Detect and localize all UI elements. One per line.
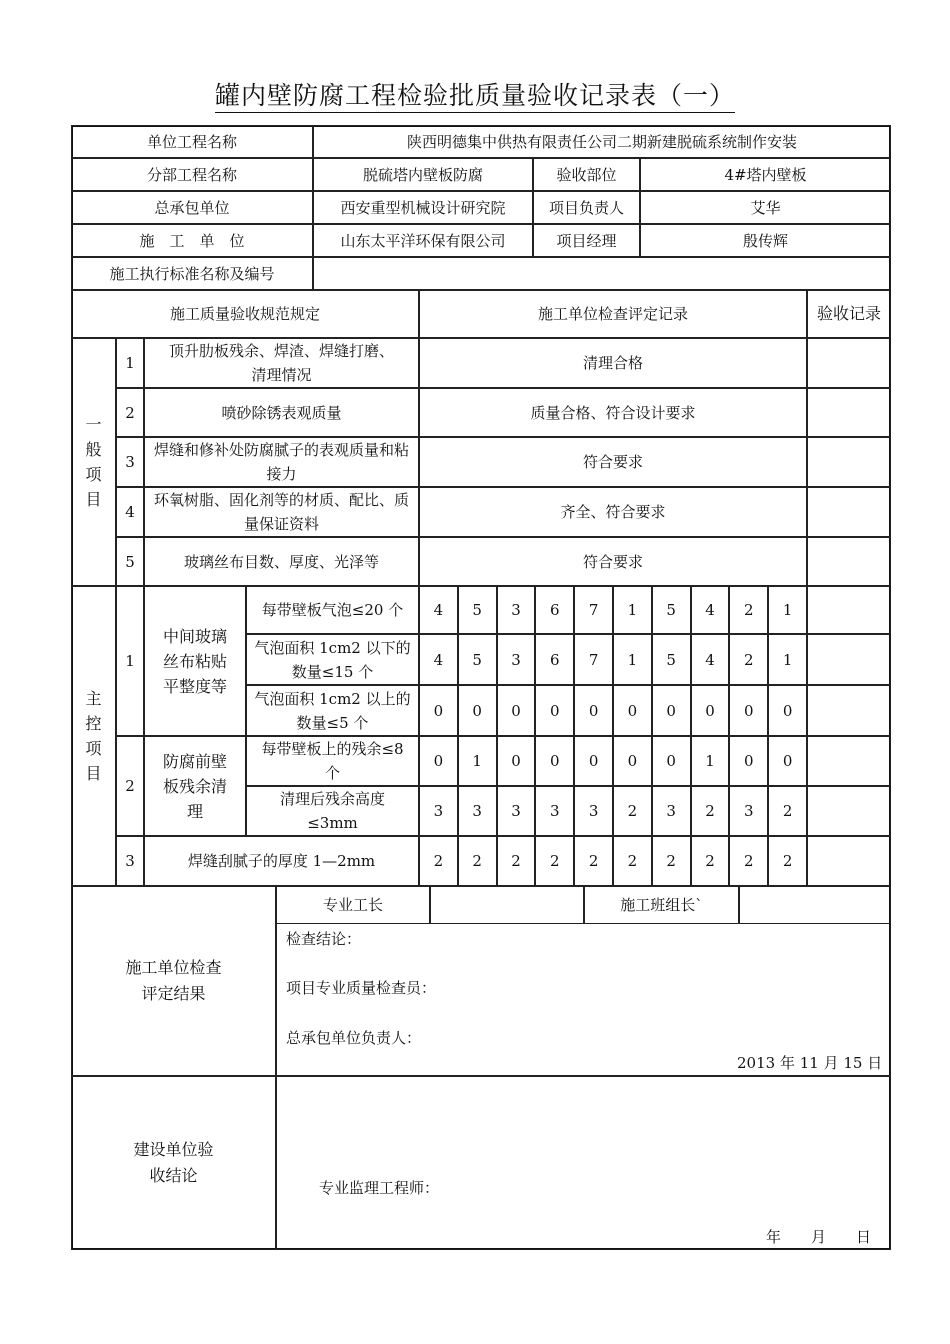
measurement-cell: 3: [652, 786, 691, 836]
main-item-no: 2: [116, 736, 144, 836]
measurement-cell: 5: [458, 634, 497, 685]
general-item-accept: [807, 537, 891, 586]
measurement-cell: 2: [497, 836, 536, 886]
general-item-accept: [807, 338, 891, 388]
measurement-cell: 0: [652, 685, 691, 736]
measurement-cell: 0: [729, 685, 768, 736]
general-item-result: 质量合格、符合设计要求: [419, 388, 807, 437]
group-char: 项: [85, 465, 102, 484]
measurement-cell: 1: [613, 634, 652, 685]
measurement-cell: 2: [652, 836, 691, 886]
measurement-cell: 2: [768, 786, 807, 836]
measurement-cell: 1: [768, 634, 807, 685]
measurement-cell: 3: [458, 786, 497, 836]
general-item-no: 2: [116, 388, 144, 437]
conclusion-label: 检查结论：: [286, 930, 362, 948]
measurement-cell: 2: [613, 836, 652, 886]
measurement-cell: 5: [652, 634, 691, 685]
measurement-cell: 0: [419, 685, 458, 736]
main-accept-cell: [807, 836, 891, 886]
measurement-cell: 3: [729, 786, 768, 836]
measurement-cell: 7: [574, 586, 613, 634]
inspector-label: 项目专业质量检查员：: [286, 979, 437, 997]
general-item-no: 4: [116, 487, 144, 537]
main-accept-cell: [807, 736, 891, 786]
sub-project-value: 脱硫塔内壁板防腐: [313, 158, 533, 191]
general-item-text: 环氧树脂、固化剂等的材质、配比、质量保证资料: [144, 487, 419, 537]
group-char: 项: [85, 739, 102, 758]
measurement-cell: 0: [652, 736, 691, 786]
measurement-cell: 0: [574, 736, 613, 786]
group-char: 般: [85, 440, 102, 459]
main-item-no: 1: [116, 586, 144, 736]
check-header: 施工单位检查评定记录: [419, 290, 807, 338]
measurement-cell: 0: [768, 685, 807, 736]
foreman-label: 专业工长: [276, 886, 430, 924]
measurement-cell: 2: [535, 836, 574, 886]
measurement-cell: 4: [691, 634, 730, 685]
measurement-cell: 4: [691, 586, 730, 634]
accept-part-value: 4#塔内壁板: [640, 158, 891, 191]
group-char: 一: [85, 415, 102, 434]
sub-row-label: 清理后残余高度≤3mm: [246, 786, 419, 836]
foreman-value: [430, 886, 584, 924]
measurement-cell: 0: [497, 685, 536, 736]
supervisor-label: 专业监理工程师：: [319, 1179, 440, 1197]
measurement-cell: 2: [729, 634, 768, 685]
accept-header: 验收记录: [807, 290, 891, 338]
main-item-name: 中间玻璃丝布粘贴平整度等: [144, 586, 246, 736]
group-char: 主: [85, 689, 102, 708]
main-accept-cell: [807, 634, 891, 685]
contractor-lead-label: 总承包单位负责人：: [286, 1029, 422, 1047]
general-item-text: 玻璃丝布目数、厚度、光泽等: [144, 537, 419, 586]
check-date: 2013 年 11 月 15 日: [737, 1054, 883, 1072]
general-item-result: 清理合格: [419, 338, 807, 388]
main-item-text: 焊缝刮腻子的厚度 1—2mm: [144, 836, 419, 886]
sub-project-label: 分部工程名称: [71, 158, 313, 191]
measurement-cell: 0: [497, 736, 536, 786]
measurement-cell: 5: [652, 586, 691, 634]
general-item-no: 1: [116, 338, 144, 388]
general-item-no: 3: [116, 437, 144, 487]
measurement-cell: 2: [729, 586, 768, 634]
measurement-cell: 2: [729, 836, 768, 886]
group-char: 目: [85, 490, 102, 509]
measurement-cell: 3: [535, 786, 574, 836]
general-item-accept: [807, 487, 891, 537]
measurement-cell: 0: [691, 685, 730, 736]
general-item-result: 齐全、符合要求: [419, 487, 807, 537]
measurement-cell: 1: [691, 736, 730, 786]
sub-row-label: 气泡面积 1cm2 以下的数量≤15 个: [246, 634, 419, 685]
unit-project-value: 陕西明德集中供热有限责任公司二期新建脱硫系统制作安装: [313, 125, 891, 158]
measurement-cell: 3: [574, 786, 613, 836]
unit-project-label: 单位工程名称: [71, 125, 313, 158]
measurement-cell: 2: [613, 786, 652, 836]
measurement-cell: 0: [535, 685, 574, 736]
measurement-cell: 7: [574, 634, 613, 685]
sub-row-label: 每带壁板气泡≤20 个: [246, 586, 419, 634]
measurement-cell: 2: [419, 836, 458, 886]
project-manager-label: 项目经理: [533, 224, 640, 257]
main-accept-cell: [807, 786, 891, 836]
project-manager-value: 殷传辉: [640, 224, 891, 257]
sub-row-label: 每带壁板上的残余≤8 个: [246, 736, 419, 786]
project-lead-label: 项目负责人: [533, 191, 640, 224]
measurement-cell: 1: [613, 586, 652, 634]
measurement-cell: 2: [458, 836, 497, 886]
measurement-cell: 6: [535, 586, 574, 634]
measurement-cell: 6: [535, 634, 574, 685]
main-item-name: 防腐前壁板残余清理: [144, 736, 246, 836]
measurement-cell: 0: [458, 685, 497, 736]
measurement-cell: 4: [419, 634, 458, 685]
general-items-group: [71, 338, 116, 586]
sub-row-label: 气泡面积 1cm2 以上的数量≤5 个: [246, 685, 419, 736]
measurement-cell: 3: [497, 586, 536, 634]
standard-label: 施工执行标准名称及编号: [71, 257, 313, 290]
spec-header: 施工质量验收规范规定: [71, 290, 419, 338]
group-char: 控: [85, 714, 102, 733]
check-result-label: 施工单位检查评定结果: [71, 886, 276, 1076]
measurement-cell: 0: [419, 736, 458, 786]
measurement-cell: 3: [497, 634, 536, 685]
general-item-text: 焊缝和修补处防腐腻子的表观质量和粘接力: [144, 437, 419, 487]
measurement-cell: 0: [535, 736, 574, 786]
measurement-cell: 0: [729, 736, 768, 786]
measurement-cell: 0: [613, 736, 652, 786]
acceptance-box: [276, 1076, 891, 1250]
measurement-cell: 3: [419, 786, 458, 836]
general-contractor-value: 西安重型机械设计研究院: [313, 191, 533, 224]
measurement-cell: 2: [574, 836, 613, 886]
main-items-group: [71, 586, 116, 886]
general-item-accept: [807, 388, 891, 437]
construction-unit-label: 施 工 单 位: [71, 224, 313, 257]
measurement-cell: 4: [419, 586, 458, 634]
general-item-text: 顶升肋板残余、焊渣、焊缝打磨、清理情况: [144, 338, 419, 388]
general-item-text: 喷砂除锈表观质量: [144, 388, 419, 437]
measurement-cell: 3: [497, 786, 536, 836]
measurement-cell: 2: [691, 786, 730, 836]
group-char: 目: [85, 764, 102, 783]
project-lead-value: 艾华: [640, 191, 891, 224]
page-title: 罐内壁防腐工程检验批质量验收记录表（一）: [0, 76, 950, 112]
general-item-result: 符合要求: [419, 537, 807, 586]
measurement-cell: 5: [458, 586, 497, 634]
general-contractor-label: 总承包单位: [71, 191, 313, 224]
construction-unit-value: 山东太平洋环保有限公司: [313, 224, 533, 257]
accept-part-label: 验收部位: [533, 158, 640, 191]
measurement-cell: 2: [691, 836, 730, 886]
main-item-no: 3: [116, 836, 144, 886]
acceptance-label: 建设单位验收结论: [71, 1076, 276, 1250]
team-leader-label: 施工班组长`: [584, 886, 739, 924]
acceptance-date: 年 月 日: [766, 1228, 872, 1246]
main-accept-cell: [807, 586, 891, 634]
measurement-cell: 0: [574, 685, 613, 736]
general-item-no: 5: [116, 537, 144, 586]
measurement-cell: 1: [458, 736, 497, 786]
main-accept-cell: [807, 685, 891, 736]
team-leader-value: [739, 886, 891, 924]
measurement-cell: 0: [768, 736, 807, 786]
general-item-result: 符合要求: [419, 437, 807, 487]
measurement-cell: 2: [768, 836, 807, 886]
standard-value: [313, 257, 891, 290]
measurement-cell: 1: [768, 586, 807, 634]
measurement-cell: 0: [613, 685, 652, 736]
general-item-accept: [807, 437, 891, 487]
